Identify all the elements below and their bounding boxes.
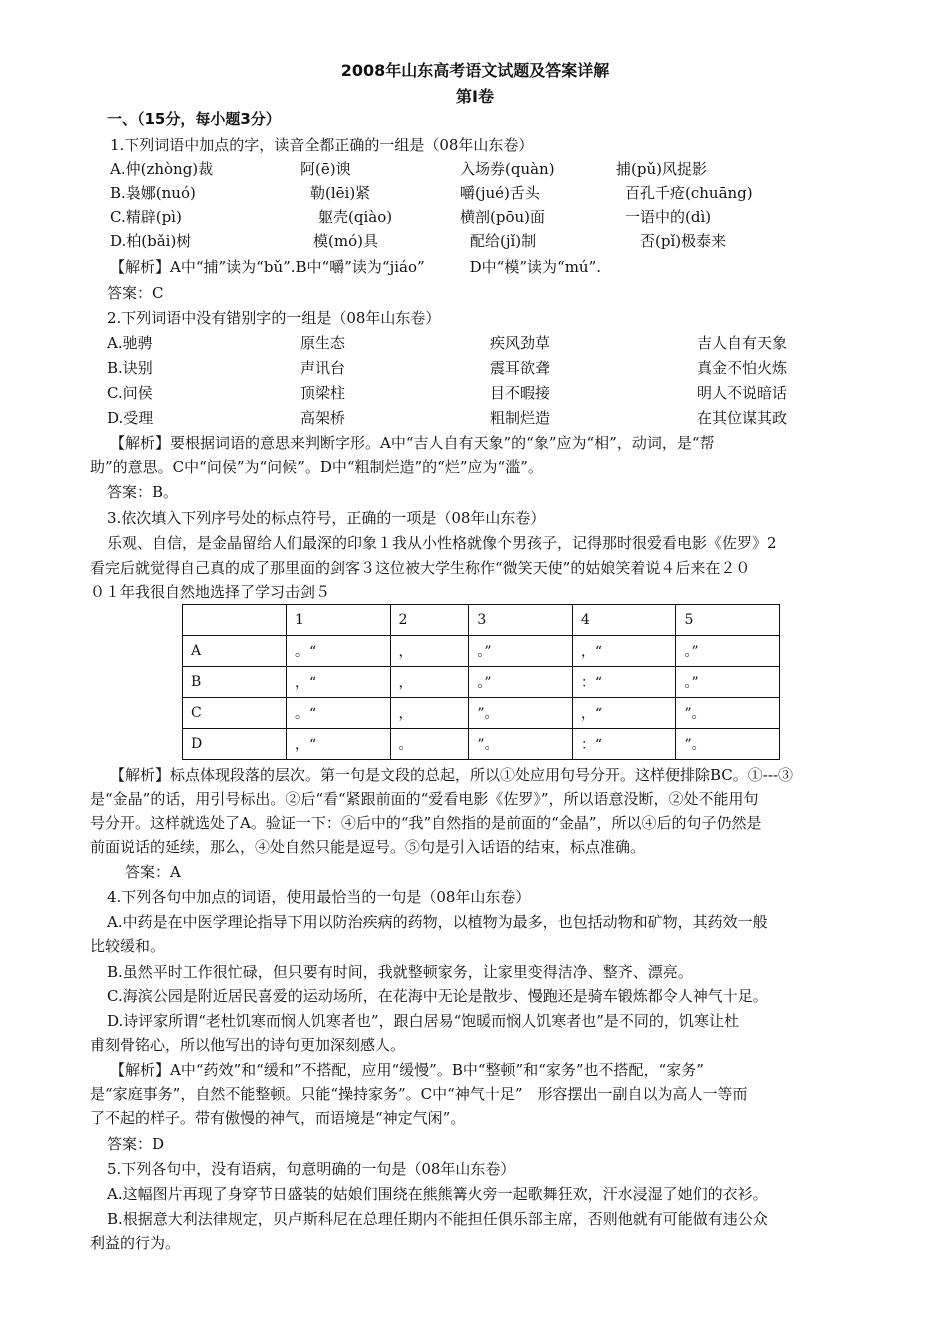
q4-option-a-line-2: 比较缓和。: [90, 937, 166, 955]
q1-option-b-3: 嚼(jué)舌头: [460, 184, 540, 202]
q3-passage-line-1: 乐观、自信，是金晶留给人们最深的印象１我从小性格就像个男孩子，记得那时很爱看电影《佐罗》2: [107, 534, 777, 552]
table-cell: ，“: [287, 667, 391, 698]
q4-option-c: C.海滨公园是附近居民喜爱的运动场所，在花海中无论是散步、慢跑还是骑车锻炼都令人神气十足。: [107, 987, 768, 1005]
q4-stem: 4.下列各句中加点的词语，使用最恰当的一句是（08年山东卷）: [107, 888, 531, 906]
q2-analysis-line-1: 【解析】要根据词语的意思来判断字形。A中“吉人自有天象”的“象”应为“相”，动词，是“帮: [110, 434, 715, 452]
table-cell: 。“: [287, 636, 391, 667]
q2-option-a-3: 疾风劲草: [490, 334, 551, 352]
q5-stem: 5.下列各句中，没有语病，句意明确的一句是（08年山东卷）: [107, 1160, 516, 1178]
q1-option-b-4: 百孔千疮(chuāng): [625, 184, 753, 202]
q2-option-d-2: 高架桥: [300, 409, 346, 427]
table-cell: 。”: [469, 636, 573, 667]
table-cell: ，“: [572, 698, 676, 729]
table-cell: ”。: [676, 698, 780, 729]
q1-option-c-2: 躯壳(qiào): [318, 208, 393, 226]
q1-option-d-4: 否(pǐ)极泰来: [640, 232, 727, 250]
table-cell: ，“: [287, 729, 391, 760]
table-header-cell: 5: [676, 605, 780, 636]
table-cell: A: [183, 636, 287, 667]
q2-analysis-line-2: 助”的意思。C中“问侯”为“问候”。D中“粗制烂造”的“烂”应为“滥”。: [90, 458, 543, 476]
q1-option-a-3: 入场券(quàn): [460, 160, 555, 178]
q1-option-b-1: B.袅娜(nuó): [110, 184, 196, 202]
q4-option-d-line-2: 甫刻骨铭心，所以他写出的诗句更加深刻感人。: [90, 1036, 406, 1054]
q4-option-d-line-1: D.诗评家所谓“老杜饥寒而悯人饥寒者也”，跟白居易“饱暖而悯人饥寒者也”是不同的，饥寒让杜: [107, 1012, 739, 1030]
q3-analysis-line-2: 是“金晶”的话，用引号标出。②后“看“紧跟前面的“爱看电影《佐罗》”，所以语意没断，②处不能用句: [90, 790, 759, 808]
table-cell: ，“: [572, 636, 676, 667]
q4-option-a-line-1: A.中药是在中医学理论指导下用以防治疾病的药物，以植物为最多，也包括动物和矿物，其药效一般: [107, 913, 768, 931]
table-cell: 。”: [469, 667, 573, 698]
q1-option-c-1: C.精辟(pì): [110, 208, 182, 226]
q1-option-d-3: 配给(jǐ)制: [470, 232, 537, 250]
document-title: 2008年山东高考语文试题及答案详解: [340, 61, 610, 80]
q2-option-a-1: A.驰骋: [107, 334, 153, 352]
q5-option-a: A.这幅图片再现了身穿节日盛装的姑娘们围绕在熊熊篝火旁一起歌舞狂欢，汗水浸湿了她们的衣衫。: [107, 1185, 768, 1203]
q3-analysis-line-1: 【解析】标点体现段落的层次。第一句是文段的总起，所以①处应用句号分开。这样便排除BC。①---③: [110, 766, 793, 784]
q3-passage-line-2: 看完后就觉得自己真的成了那里面的剑客３这位被大学生称作“微笑天使”的姑娘笑着说４后来在２０: [90, 559, 751, 577]
q3-analysis-line-4: 前面说话的延续，那么，④处自然只能是逗号。⑤句是引入话语的结束，标点准确。: [90, 838, 646, 856]
q1-option-d-2: 模(mó)具: [313, 232, 378, 250]
table-header-cell: 1: [287, 605, 391, 636]
q2-option-a-2: 原生态: [300, 334, 346, 352]
q2-option-a-4: 吉人自有天象: [697, 334, 788, 352]
q3-analysis-line-3: 号分开。这样就选处了A。验证一下：④后中的“我”自然指的是前面的“金晶”，所以④后的句子仍然是: [90, 814, 762, 832]
table-cell: 。“: [287, 698, 391, 729]
q4-answer: 答案：D: [107, 1135, 165, 1153]
q2-option-c-1: C.问侯: [107, 384, 153, 402]
table-cell: D: [183, 729, 287, 760]
table-cell: ，: [390, 667, 469, 698]
table-header-cell: 2: [390, 605, 469, 636]
q3-passage-line-3: ０１年我很自然地选择了学习击剑５: [90, 583, 331, 601]
q4-analysis-line-3: 了不起的样子。带有傲慢的神气，而语境是“神定气闲”。: [90, 1109, 466, 1127]
q2-option-b-2: 声讯台: [300, 359, 346, 377]
punctuation-table: [182, 604, 780, 760]
q2-option-c-3: 目不暇接: [490, 384, 551, 402]
table-cell: B: [183, 667, 287, 698]
table-cell: ，: [390, 636, 469, 667]
q1-option-d-1: D.柏(bǎi)树: [110, 232, 192, 250]
q2-option-d-3: 粗制烂造: [490, 409, 551, 427]
table-header-cell: 3: [469, 605, 573, 636]
q1-option-a-4: 捕(pǔ)风捉影: [616, 160, 707, 178]
q1-option-c-4: 一语中的(dì): [625, 208, 712, 226]
q2-option-d-4: 在其位谋其政: [697, 409, 788, 427]
q2-option-c-4: 明人不说暗话: [697, 384, 788, 402]
q4-analysis-line-1: 【解析】A中“药效”和“缓和”不搭配，应用“缓慢”。B中“整顿”和“家务”也不搭配，“家务”: [110, 1061, 704, 1079]
q1-option-c-3: 横剖(pōu)面: [460, 208, 545, 226]
volume-heading: 第Ⅰ卷: [456, 87, 494, 106]
q2-answer: 答案：B。: [107, 483, 179, 501]
q1-stem: 1.下列词语中加点的字，读音全都正确的一组是（08年山东卷）: [110, 136, 534, 154]
table-row: [183, 636, 780, 667]
q2-option-b-1: B.诀别: [107, 359, 153, 377]
q4-option-b: B.虽然平时工作很忙碌，但只要有时间，我就整顿家务，让家里变得洁净、整齐、漂亮。: [107, 963, 693, 981]
q5-option-b-line-2: 利益的行为。: [90, 1234, 181, 1252]
table-cell: 。”: [676, 636, 780, 667]
q2-option-b-3: 震耳欲聋: [490, 359, 551, 377]
table-cell: ”。: [469, 698, 573, 729]
q5-option-b-line-1: B.根据意大利法律规定，贝卢斯科尼在总理任期内不能担任俱乐部主席，否则他就有可能做有违公众: [107, 1210, 768, 1228]
table-cell: C: [183, 698, 287, 729]
table-cell: ：“: [572, 729, 676, 760]
table-cell: ”。: [676, 729, 780, 760]
table-header-cell: 4: [572, 605, 676, 636]
table-header-row: [183, 605, 780, 636]
q2-option-c-2: 顶梁柱: [300, 384, 346, 402]
table-row: [183, 729, 780, 760]
table-cell: ，: [390, 698, 469, 729]
table-cell: 。”: [676, 667, 780, 698]
table-cell: 。: [390, 729, 469, 760]
q1-option-b-2: 勒(lēi)紧: [310, 184, 371, 202]
q4-analysis-line-2: 是“家庭事务”，自然不能整顿。只能“操持家务”。C中“神气十足” 形容摆出一副自以为高人一等而: [90, 1085, 748, 1103]
table-row: [183, 698, 780, 729]
q2-option-d-1: D.受理: [107, 409, 154, 427]
q1-option-a-1: A.仲(zhòng)裁: [110, 160, 214, 178]
q3-answer: 答案：A: [125, 863, 181, 881]
q1-analysis: 【解析】A中“捕”读为“bǔ”.B中“嚼”读为“jiáo” D中“模”读为“mú”.: [110, 258, 602, 276]
table-header-cell: [183, 605, 287, 636]
table-cell: ：“: [572, 667, 676, 698]
table-cell: ”。: [469, 729, 573, 760]
q1-answer: 答案：C: [107, 284, 164, 302]
section-heading: 一、（15分，每小题3分）: [107, 110, 281, 128]
q1-option-a-2: 阿(ē)谀: [300, 160, 351, 178]
table-row: [183, 667, 780, 698]
q2-stem: 2.下列词语中没有错别字的一组是（08年山东卷）: [107, 309, 441, 327]
q2-option-b-4: 真金不怕火炼: [697, 359, 788, 377]
q3-stem: 3.依次填入下列序号处的标点符号，正确的一项是（08年山东卷）: [107, 509, 546, 527]
